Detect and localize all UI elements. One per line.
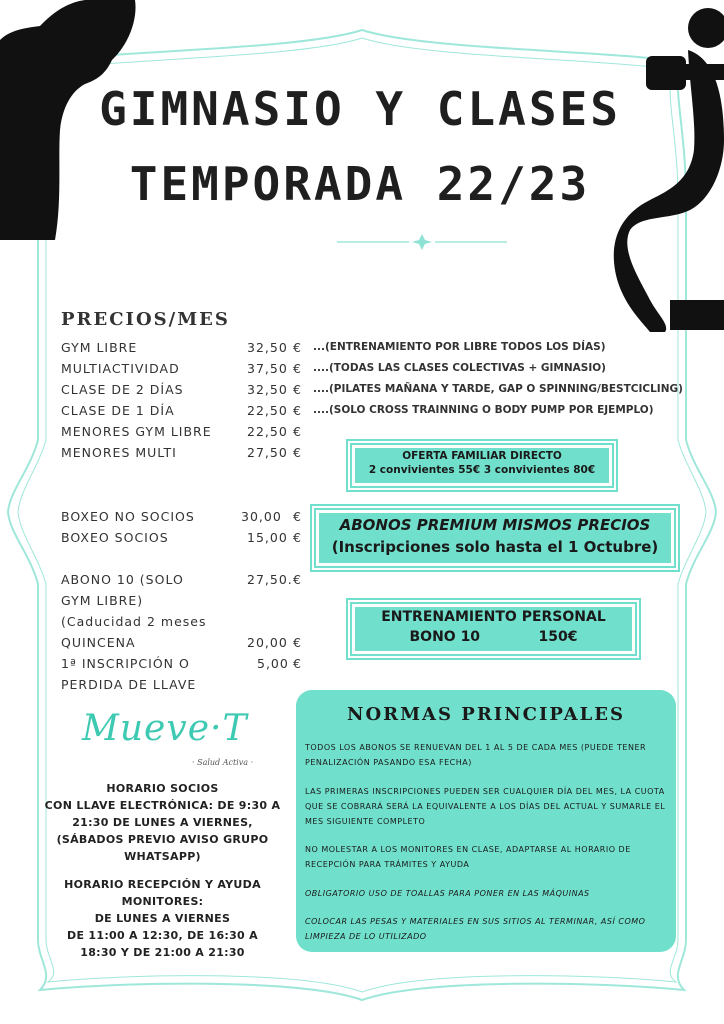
member-hours-line: CON LLAVE ELECTRÓNICA: DE 9:30 A — [44, 799, 281, 812]
price-name: MENORES MULTI — [61, 445, 177, 460]
price-currency: € — [293, 572, 302, 587]
price-value: 27,50. — [247, 572, 293, 587]
member-hours-line: 21:30 DE LUNES A VIERNES, — [72, 816, 253, 829]
price-value: 32,50 — [247, 382, 288, 397]
price-name: MULTIACTIVIDAD — [61, 361, 180, 376]
prices-heading: PRECIOS/MES — [61, 309, 230, 330]
premium-box — [314, 508, 676, 568]
price-currency: € — [293, 382, 302, 397]
price-currency: € — [293, 403, 302, 418]
price-name: GYM LIBRE — [61, 340, 138, 355]
price-name: CLASE DE 2 DÍAS — [61, 382, 184, 397]
price-currency: € — [293, 635, 302, 650]
price-name: QUINCENA — [61, 635, 136, 650]
reception-hours-line: HORARIO RECEPCIÓN Y AYUDA — [64, 878, 261, 891]
logo-wordmark: Mueve·T — [82, 708, 248, 749]
family-offer-title: OFERTA FAMILIAR DIRECTO — [402, 450, 562, 462]
price-currency: € — [293, 361, 302, 376]
price-currency: € — [293, 424, 302, 439]
reception-hours-line: 18:30 Y DE 21:00 A 21:30 — [80, 946, 245, 959]
price-name: GYM LIBRE) — [61, 593, 144, 608]
price-description: ....(PILATES MAÑANA Y TARDE, GAP O SPINNING/BESTCICLING) — [313, 383, 683, 395]
reception-hours-line: DE 11:00 A 12:30, DE 16:30 A — [67, 929, 258, 942]
personal-training-title: ENTRENAMIENTO PERSONAL — [381, 609, 606, 625]
title-line-1: GIMNASIO Y CLASES — [99, 82, 621, 136]
reception-hours-line: DE LUNES A VIERNES — [94, 912, 231, 925]
price-name: MENORES GYM LIBRE — [61, 424, 212, 439]
price-name: BOXEO SOCIOS — [61, 530, 169, 545]
price-description: ....(SOLO CROSS TRAINNING O BODY PUMP POR EJEMPLO) — [313, 404, 654, 416]
price-currency: € — [293, 509, 302, 524]
price-name: PERDIDA DE LLAVE — [61, 677, 197, 692]
premium-title: ABONOS PREMIUM MISMOS PRECIOS — [339, 516, 651, 534]
price-name: (Caducidad 2 meses — [61, 614, 207, 629]
price-currency: € — [293, 340, 302, 355]
divider-ornament-icon — [337, 234, 507, 250]
price-value: 22,50 — [247, 424, 288, 439]
rules-heading: NORMAS PRINCIPALES — [347, 704, 625, 725]
brand-logo — [82, 708, 282, 778]
premium-note: (Inscripciones solo hasta el 1 Octubre) — [331, 538, 659, 556]
rule-item: NO MOLESTAR A LOS MONITORES EN CLASE, ADAPTARSE AL HORARIO DE RECEPCIÓN PARA TRÁMITES Y AYUDA — [305, 845, 631, 869]
title-line-2: TEMPORADA 22/23 — [129, 157, 591, 211]
rule-item: OBLIGATORIO USO DE TOALLAS PARA PONER EN LAS MÁQUINAS — [305, 889, 590, 898]
price-value: 20,00 — [247, 635, 288, 650]
price-currency: € — [293, 445, 302, 460]
personal-training-box — [350, 602, 637, 656]
price-description: ...(ENTRENAMIENTO POR LIBRE TODOS LOS DÍAS) — [313, 341, 606, 353]
family-offer-prices: 2 convivientes 55€ 3 convivientes 80€ — [368, 464, 596, 476]
price-currency: € — [293, 530, 302, 545]
price-name: ABONO 10 (SOLO — [61, 572, 184, 587]
price-currency: € — [293, 656, 302, 671]
price-value: 30,00 — [241, 509, 282, 524]
personal-training-price: BONO 10 150€ — [409, 629, 578, 645]
member-hours-line: WHATSAPP) — [124, 850, 201, 863]
reception-hours — [40, 876, 285, 961]
price-description: ....(TODAS LAS CLASES COLECTIVAS + GIMNASIO) — [313, 362, 606, 374]
rules-panel — [296, 690, 676, 952]
price-value: 5,00 — [257, 656, 289, 671]
price-value: 27,50 — [247, 445, 288, 460]
logo-tagline: · Salud Activa · — [192, 758, 254, 767]
family-offer-box — [350, 443, 614, 488]
price-name: BOXEO NO SOCIOS — [61, 509, 195, 524]
price-name: CLASE DE 1 DÍA — [61, 403, 175, 418]
rule-item: LAS PRIMERAS INSCRIPCIONES PUEDEN SER CUALQUIER DÍA DEL MES, LA CUOTA QUE SE COBRARÁ SERÁ LA EQUIVALENTE A LOS DÍAS DEL ACTUAL Y SUMARLE EL MES SIGUIENTE COMPLETO — [305, 787, 666, 826]
price-name: 1ª INSCRIPCIÓN O — [61, 656, 190, 671]
member-hours-line: (SÁBADOS PREVIO AVISO GRUPO — [56, 833, 269, 846]
member-hours — [40, 780, 285, 865]
rule-item: TODOS LOS ABONOS SE RENUEVAN DEL 1 AL 5 DE CADA MES (PUEDE TENER PENALIZACIÓN PASANDO ESA FECHA) — [305, 743, 647, 767]
price-value: 15,00 — [247, 530, 288, 545]
price-value: 37,50 — [247, 361, 288, 376]
member-hours-line: HORARIO SOCIOS — [106, 782, 219, 795]
price-value: 22,50 — [247, 403, 288, 418]
reception-hours-line: MONITORES: — [121, 895, 204, 908]
price-value: 32,50 — [247, 340, 288, 355]
rule-item: COLOCAR LAS PESAS Y MATERIALES EN SUS SITIOS AL TERMINAR, ASÍ COMO LIMPIEZA DE LO UTILIZADO — [305, 917, 646, 941]
